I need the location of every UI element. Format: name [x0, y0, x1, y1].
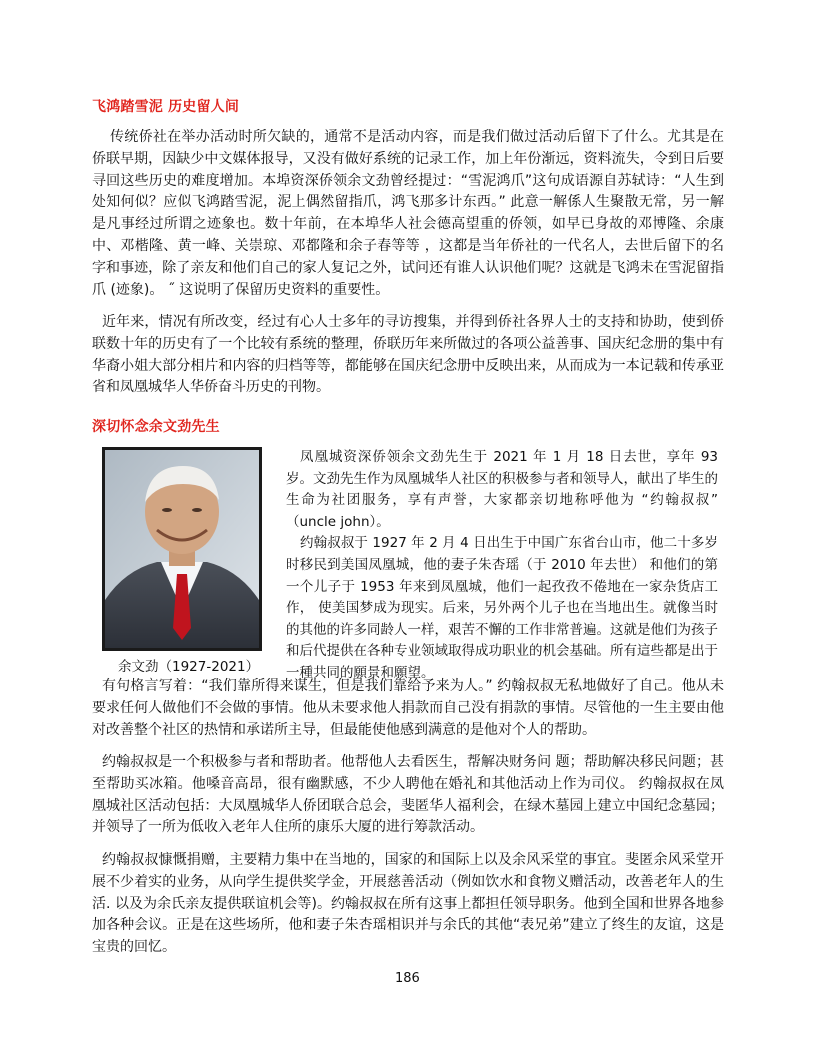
paragraph-history-1: 传统侨社在举办活动时所欠缺的，通常不是活动内容，而是我们做过活动后留下了什么。尤其是在侨联早期，因缺少中文媒体报导，又没有做好系统的记录工作，加上年份渐远，资料流失，令到日后要寻回这些历史的难度增加。本埠资深侨领余文劲曾经提过：“雪泥鸿爪”这句成语源自苏轼诗：“人生到处知何似？应似飞鸿踏雪泥，泥上偶然留指爪，鸿飞那多计东西。” 此意一解係人生聚散无常，另一解是凡事经过所谓之迹象也。数十年前，在本埠华人社会德高望重的侨领，如早已身故的邓博隆、余康中、邓楷隆、黄一峰、关崇琼、邓都隆和余子春等等 ，这都是当年侨社的一代名人，去世后留下的名字和事迹，除了亲友和他们自己的家人复记之外，试问还有谁人认识他们呢？这就是飞鸿未在雪泥留指爪 (迹象)。 ˝ 这说明了保留历史资料的重要性。 — [92, 129, 724, 298]
photo-caption: 余文劲（1927-2021） — [118, 659, 260, 675]
paragraph-memorial-1: 有句格言写着：“我们靠所得来谋生，但是我们靠给予来为人。” 约翰叔叔无私地做好了自己。他从未要求任何人做他们不会做的事情。他从未要求他人捐款而自己没有捐款的事情。尽管他的一生主要由他对改善整个社区的热情和承诺所主导，但最能使他感到满意的是他对个人的帮助。 — [92, 678, 724, 738]
section-heading-memorial: 深切怀念余文劲先生 — [92, 419, 220, 435]
bio-side-column — [286, 447, 718, 685]
bio-paragraph-2: 约翰叔叔于 1927 年 2 月 4 日出生于中国广东省台山市，他二十多岁时移民到美国凤凰城，他的妻子朱杏瑶（于 2010 年去世） 和他们的第一个儿子于 1953 年来到凤凰城，他们一起孜孜不倦地在一家杂货店工作， 使美国梦成为现实。后来，另外两个儿子也在当地出生。就像当时的其他的许多同龄人一样，艰苦不懈的工作非常普遍。这就是他们为孩子和后代提供在各种专业领域取得成功职业的机会基础。所有這些都是出于一種共同的願景和願望。 — [286, 535, 718, 681]
portrait-illustration — [105, 450, 259, 648]
paragraph-memorial-3: 约翰叔叔慷慨捐赠，主要精力集中在当地的，国家的和国际上以及余风采堂的事宜。斐匿余风采堂开展不少着实的业务，从向学生提供奖学金，开展慈善活动（例如饮水和食物义赠活动，改善老年人的生活. 以及为余氏亲友提供联谊机会等)。约翰叔叔在所有这事上都担任领导职务。他到全国和世界各地参加各种会议。正是在这些场所，他和妻子朱杏瑶相识并与余氏的其他“表兄弟”建立了终生的友谊，这是宝贵的回忆。 — [92, 852, 724, 956]
section-heading-history: 飞鸿踏雪泥 历史留人间 — [92, 99, 240, 115]
paragraph-memorial-2: 约翰叔叔是一个积极参与者和帮助者。他帮他人去看医生，帮解决财务问 题；帮助解决移民问题；甚至帮助买冰箱。他嗓音高昂，很有幽默感，不少人聘他在婚礼和其他活动上作为司仪。 约翰叔叔在凤凰城社区活动包括：大凤凰城华人侨团联合总会，斐匿华人福利会，在绿木墓园上建立中国纪念墓园；并领导了一所为低收入老年人住所的康乐大厦的进行筹款活动。 — [92, 754, 724, 836]
page-number: 186 — [395, 971, 420, 986]
bio-paragraph-1: 凤凰城资深侨领余文劲先生于 2021 年 1 月 18 日去世，享年 93 岁。文劲先生作为凤凰城华人社区的积极参与者和领导人，献出了毕生的生命为社团服务，享有声誉，大家都亲切地称呼他为 “约翰叔叔” （uncle john）。 — [286, 449, 718, 530]
portrait-photo — [102, 447, 262, 651]
paragraph-history-2: 近年来，情况有所改变，经过有心人士多年的寻访搜集，并得到侨社各界人士的支持和协助，使到侨联数十年的历史有了一个比较有系统的整理，侨联历年来所做过的各项公益善事、国庆纪念册的集中有华裔小姐大部分相片和内容的归档等等，都能够在国庆纪念册中反映出来，从而成为一本记载和传承亚省和凤凰城华人华侨奋斗历史的刊物。 — [92, 314, 724, 396]
